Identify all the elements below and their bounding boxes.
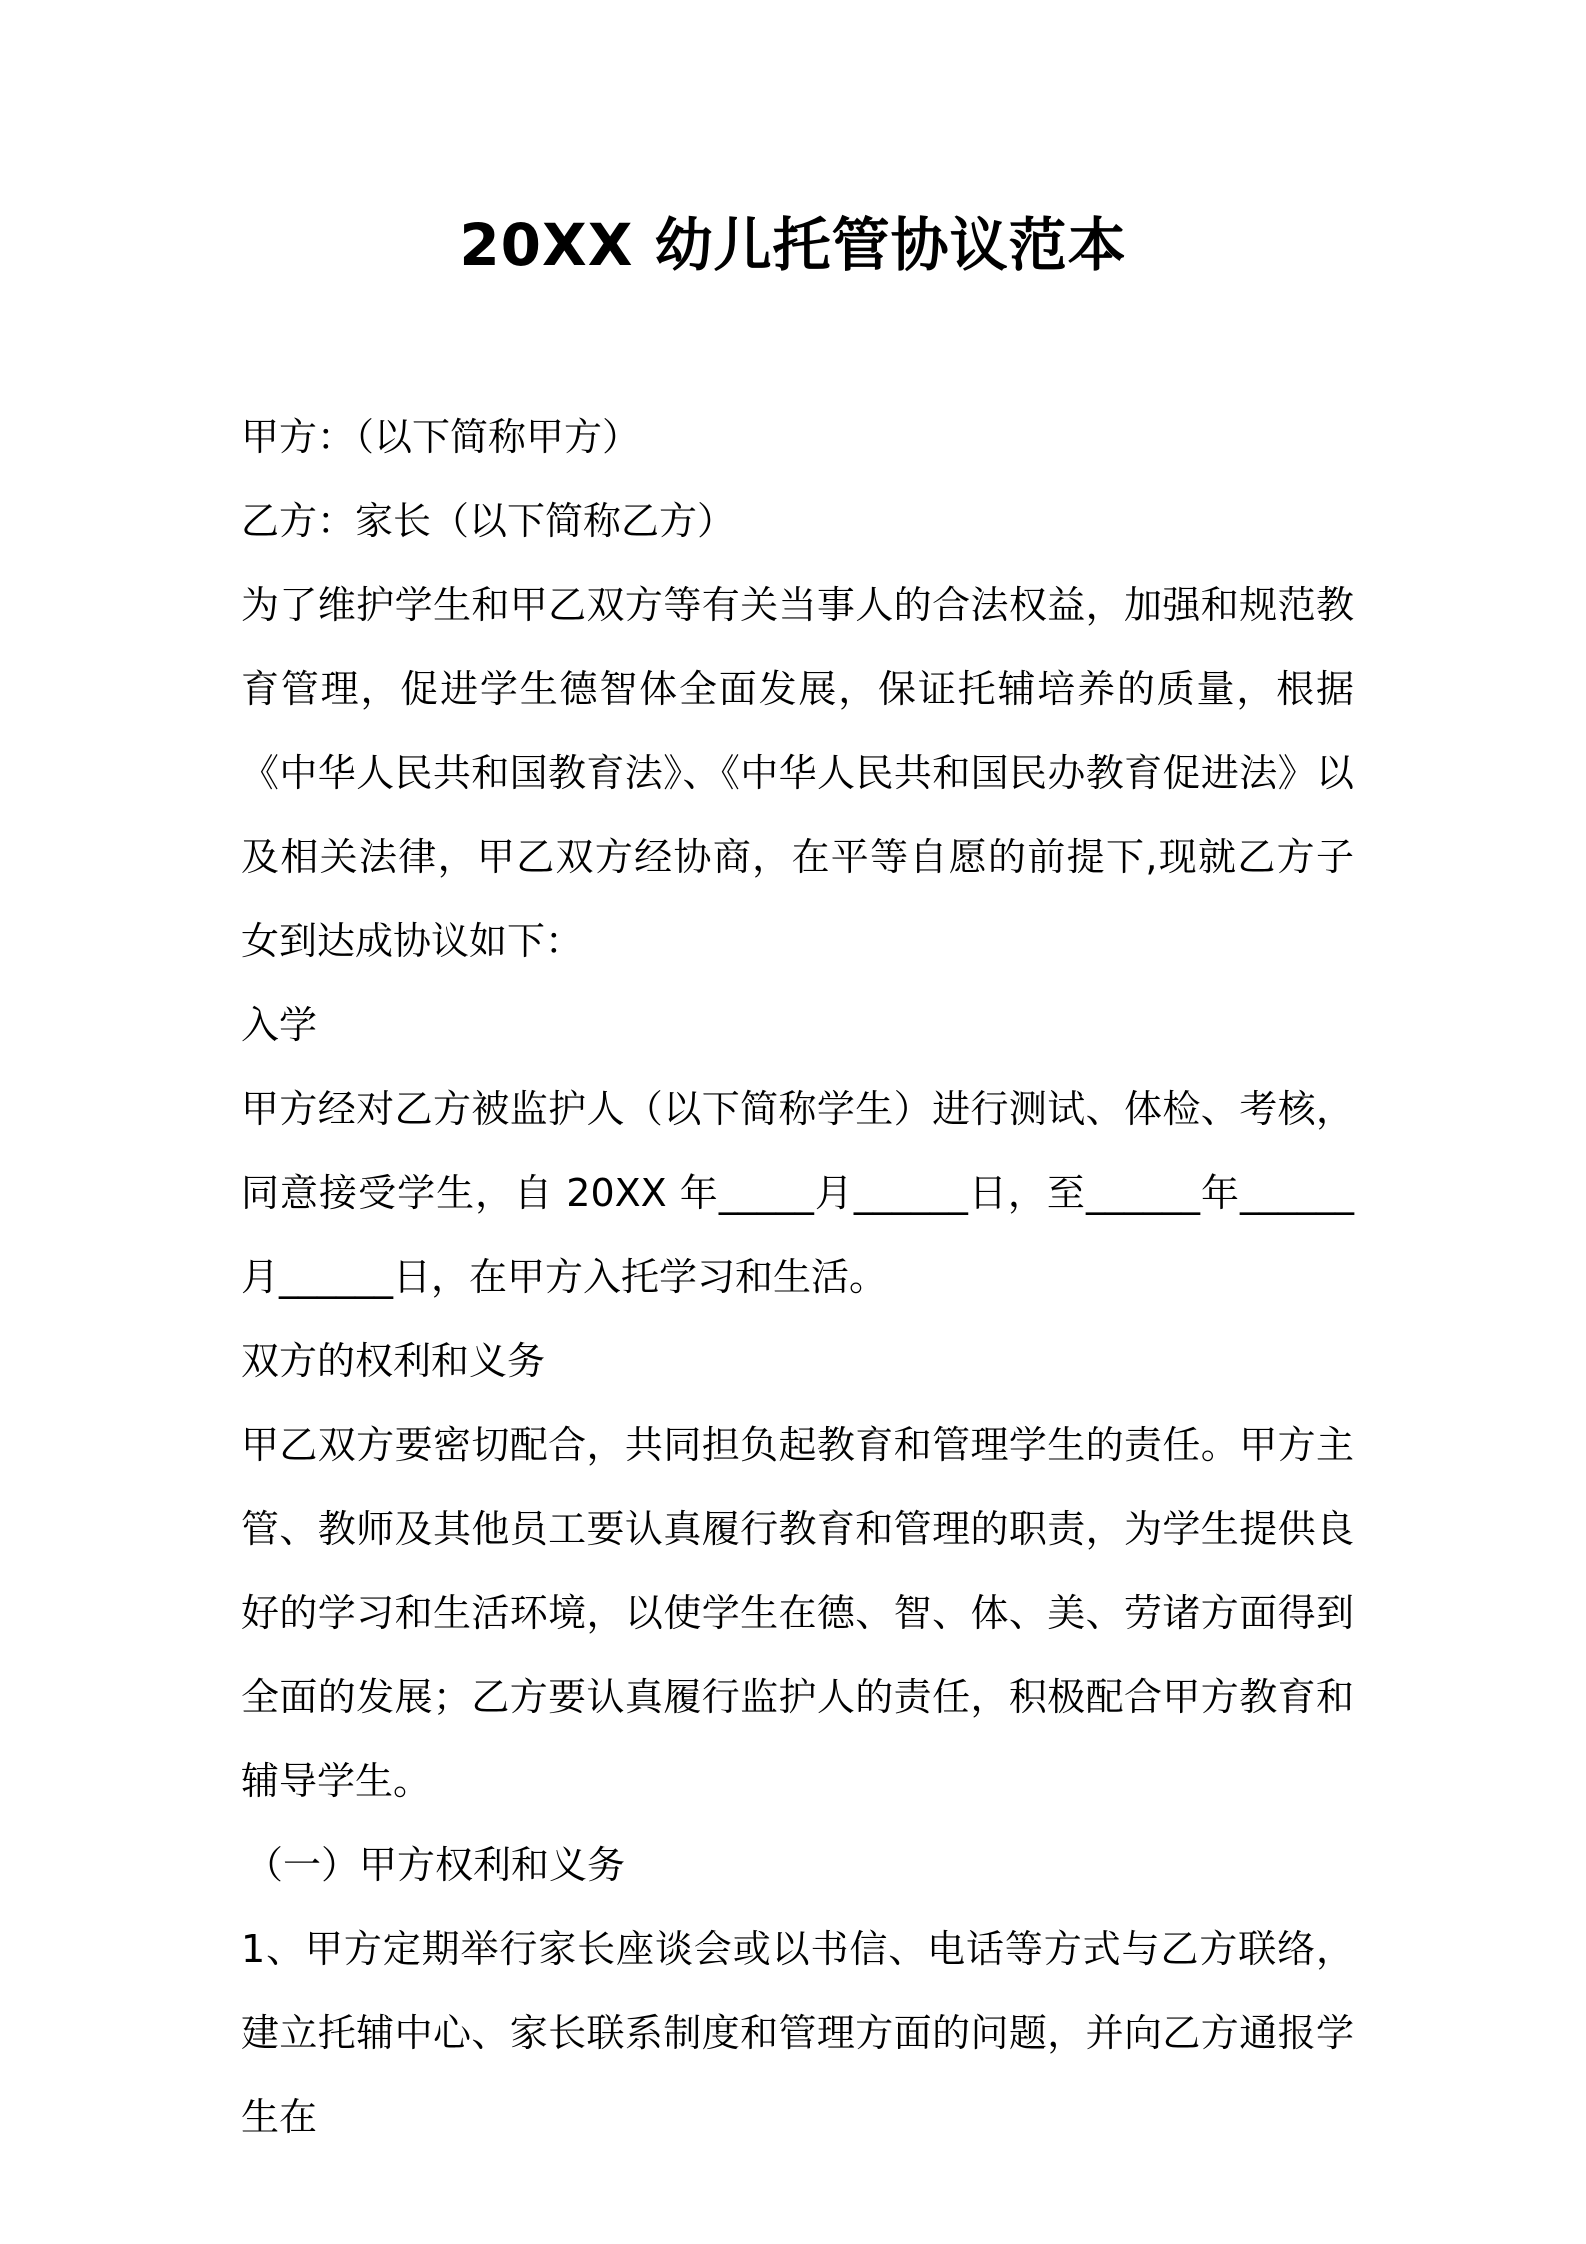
rights-paragraph: 甲乙双方要密切配合，共同担负起教育和管理学生的责任。甲方主管、教师及其他员工要认真履行教育和管理的职责，为学生提供良好的学习和生活环境，以使学生在德、智、体、美、劳诸方面得到全面的发展；乙方要认真履行监护人的责任，积极配合甲方教育和辅导学生。 <box>241 1423 1354 1803</box>
section-heading-enrollment: 入学 <box>241 1003 318 1047</box>
section-heading-rights: 双方的权利和义务 <box>241 1339 546 1383</box>
party-b-line: 乙方：家长（以下简称乙方） <box>241 499 736 543</box>
document-title: 20XX 幼儿托管协议范本 <box>459 211 1127 279</box>
party-a-line: 甲方：（以下简称甲方） <box>241 415 641 459</box>
document-body <box>241 395 1354 2159</box>
subsection-heading-party-a: （一）甲方权利和义务 <box>245 1843 626 1887</box>
clause-1-paragraph: 1、甲方定期举行家长座谈会或以书信、电话等方式与乙方联络，建立托辅中心、家长联系制度和管理方面的问题，并向乙方通报学生在 <box>241 1927 1354 2139</box>
preamble-paragraph: 为了维护学生和甲乙双方等有关当事人的合法权益，加强和规范教育管理，促进学生德智体全面发展，保证托辅培养的质量，根据《中华人民共和国教育法》、《中华人民共和国民办教育促进法》以及相关法律，甲乙双方经协商，在平等自愿的前提下,现就乙方子女到达成协议如下： <box>241 583 1354 963</box>
enrollment-paragraph: 甲方经对乙方被监护人（以下简称学生）进行测试、体检、考核，同意接受学生，自 20XX 年_____月______日，至______年______月______日，在甲方入托学习和生活。 <box>241 1087 1354 1299</box>
